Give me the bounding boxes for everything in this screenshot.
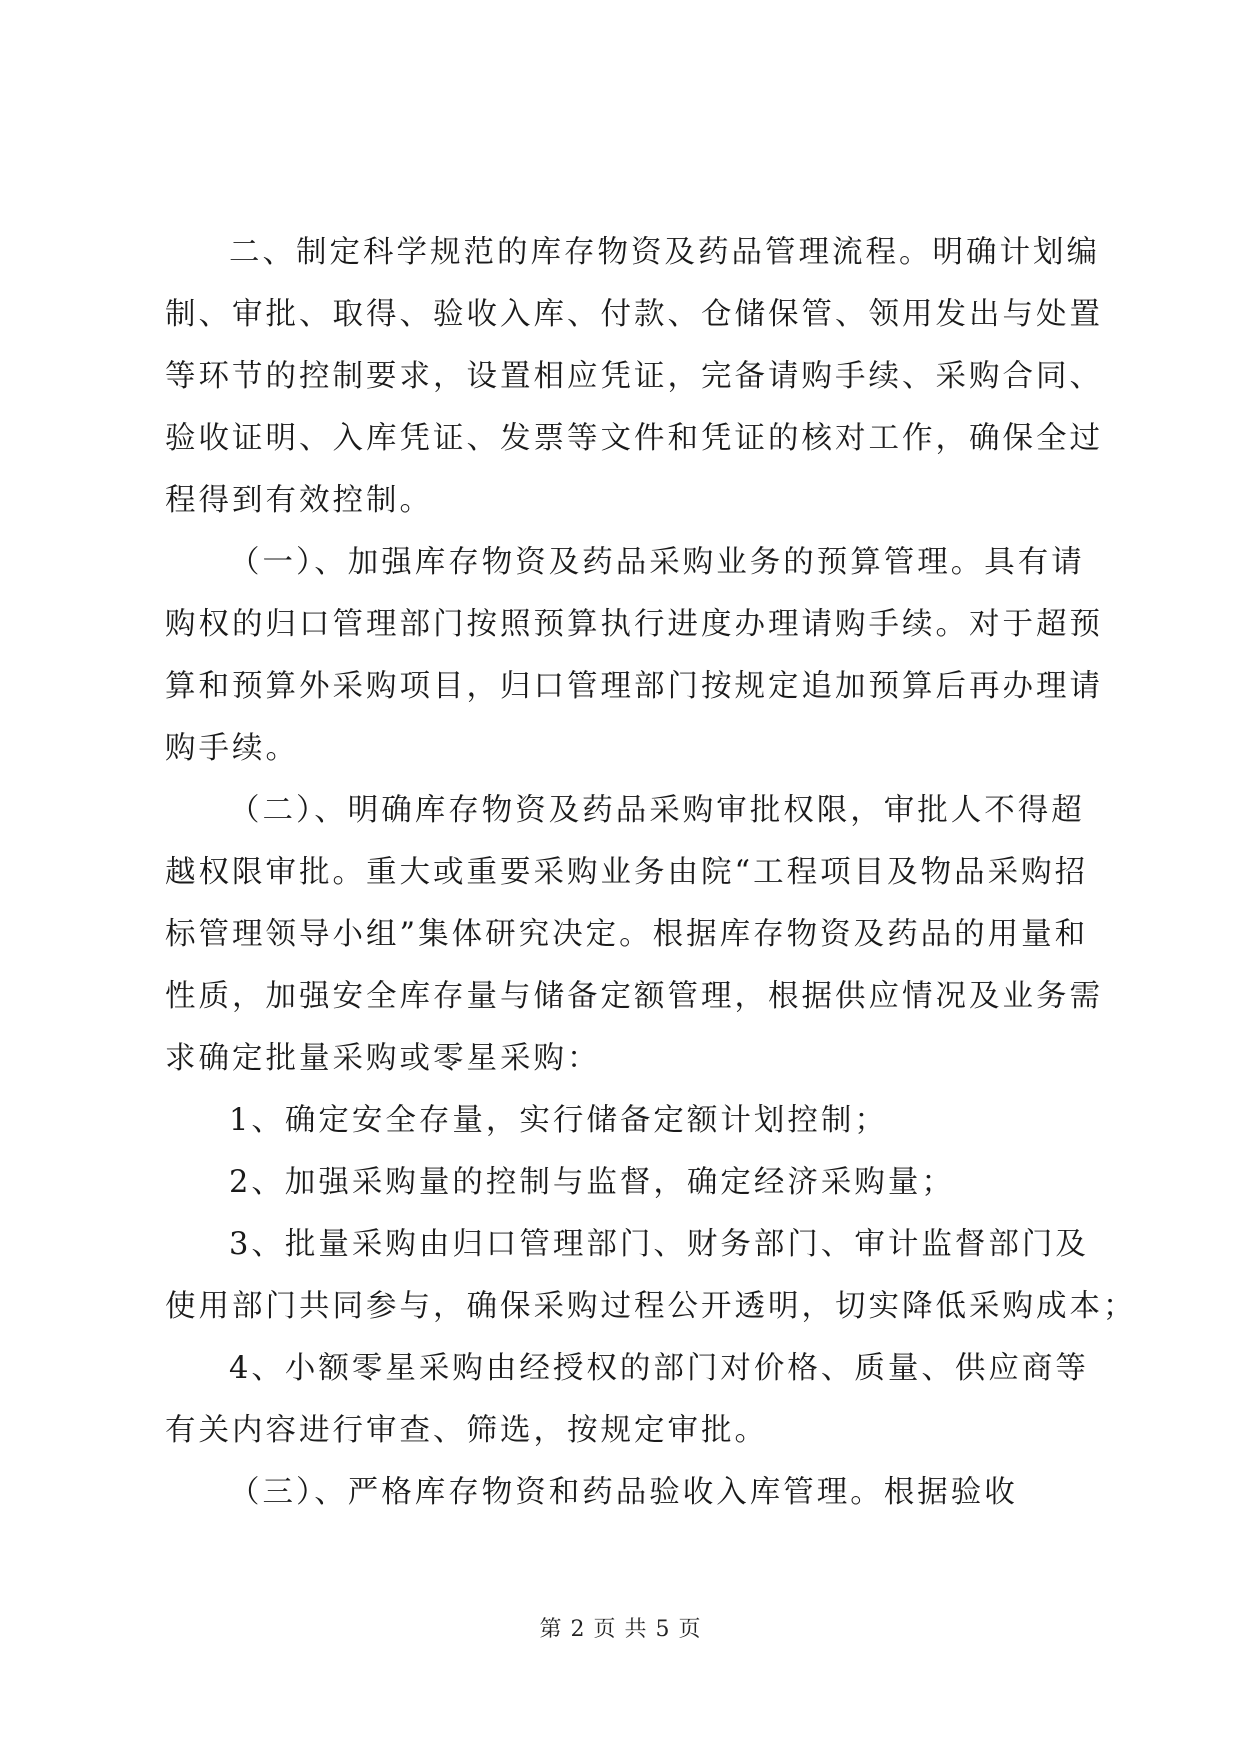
- paragraph-2-3-line-1: （三）、严格库存物资和药品验收入库管理。根据验收: [229, 1475, 1018, 1510]
- paragraph-2-1-line-4: 购手续。: [165, 731, 299, 766]
- list-item-2: 2、加强采购量的控制与监督，确定经济采购量；: [229, 1165, 955, 1200]
- paragraph-2-1-line-2: 购权的归口管理部门按照预算执行进度办理请购手续。对于超预: [165, 607, 1103, 642]
- paragraph-2-line-4: 验收证明、入库凭证、发票等文件和凭证的核对工作，确保全过: [165, 421, 1103, 456]
- paragraph-2-2-line-1: （二）、明确库存物资及药品采购审批权限，审批人不得超: [229, 793, 1085, 828]
- list-item-1: 1、确定安全存量，实行储备定额计划控制；: [229, 1103, 888, 1138]
- paragraph-2-2-line-5: 求确定批量采购或零星采购：: [165, 1041, 601, 1076]
- list-item-4-line-1: 4、小额零星采购由经授权的部门对价格、质量、供应商等: [229, 1351, 1089, 1386]
- paragraph-2-line-3: 等环节的控制要求，设置相应凭证，完备请购手续、采购合同、: [165, 359, 1103, 394]
- paragraph-2-line-2: 制、审批、取得、验收入库、付款、仓储保管、领用发出与处置: [165, 297, 1103, 332]
- paragraph-2-line-5: 程得到有效控制。: [165, 483, 433, 518]
- list-item-3-line-2: 使用部门共同参与，确保采购过程公开透明，切实降低采购成本；: [165, 1289, 1137, 1324]
- paragraph-2-1-line-1: （一）、加强库存物资及药品采购业务的预算管理。具有请: [229, 545, 1085, 580]
- document-body: [165, 222, 1137, 1524]
- paragraph-2-2-line-3: 标管理领导小组”集体研究决定。根据库存物资及药品的用量和: [165, 917, 1089, 952]
- paragraph-2-1-line-3: 算和预算外采购项目，归口管理部门按规定追加预算后再办理请: [165, 669, 1103, 704]
- paragraph-2-2-line-2: 越权限审批。重大或重要采购业务由院“工程项目及物品采购招: [165, 855, 1089, 890]
- paragraph-2-2-line-4: 性质，加强安全库存量与储备定额管理，根据供应情况及业务需: [165, 979, 1103, 1014]
- paragraph-2-line-1: 二、制定科学规范的库存物资及药品管理流程。明确计划编: [229, 235, 1100, 270]
- list-item-3-line-1: 3、批量采购由归口管理部门、财务部门、审计监督部门及: [229, 1227, 1089, 1262]
- page-number-footer: 第 2 页 共 5 页: [539, 1617, 702, 1642]
- list-item-4-line-2: 有关内容进行审查、筛选，按规定审批。: [165, 1413, 768, 1448]
